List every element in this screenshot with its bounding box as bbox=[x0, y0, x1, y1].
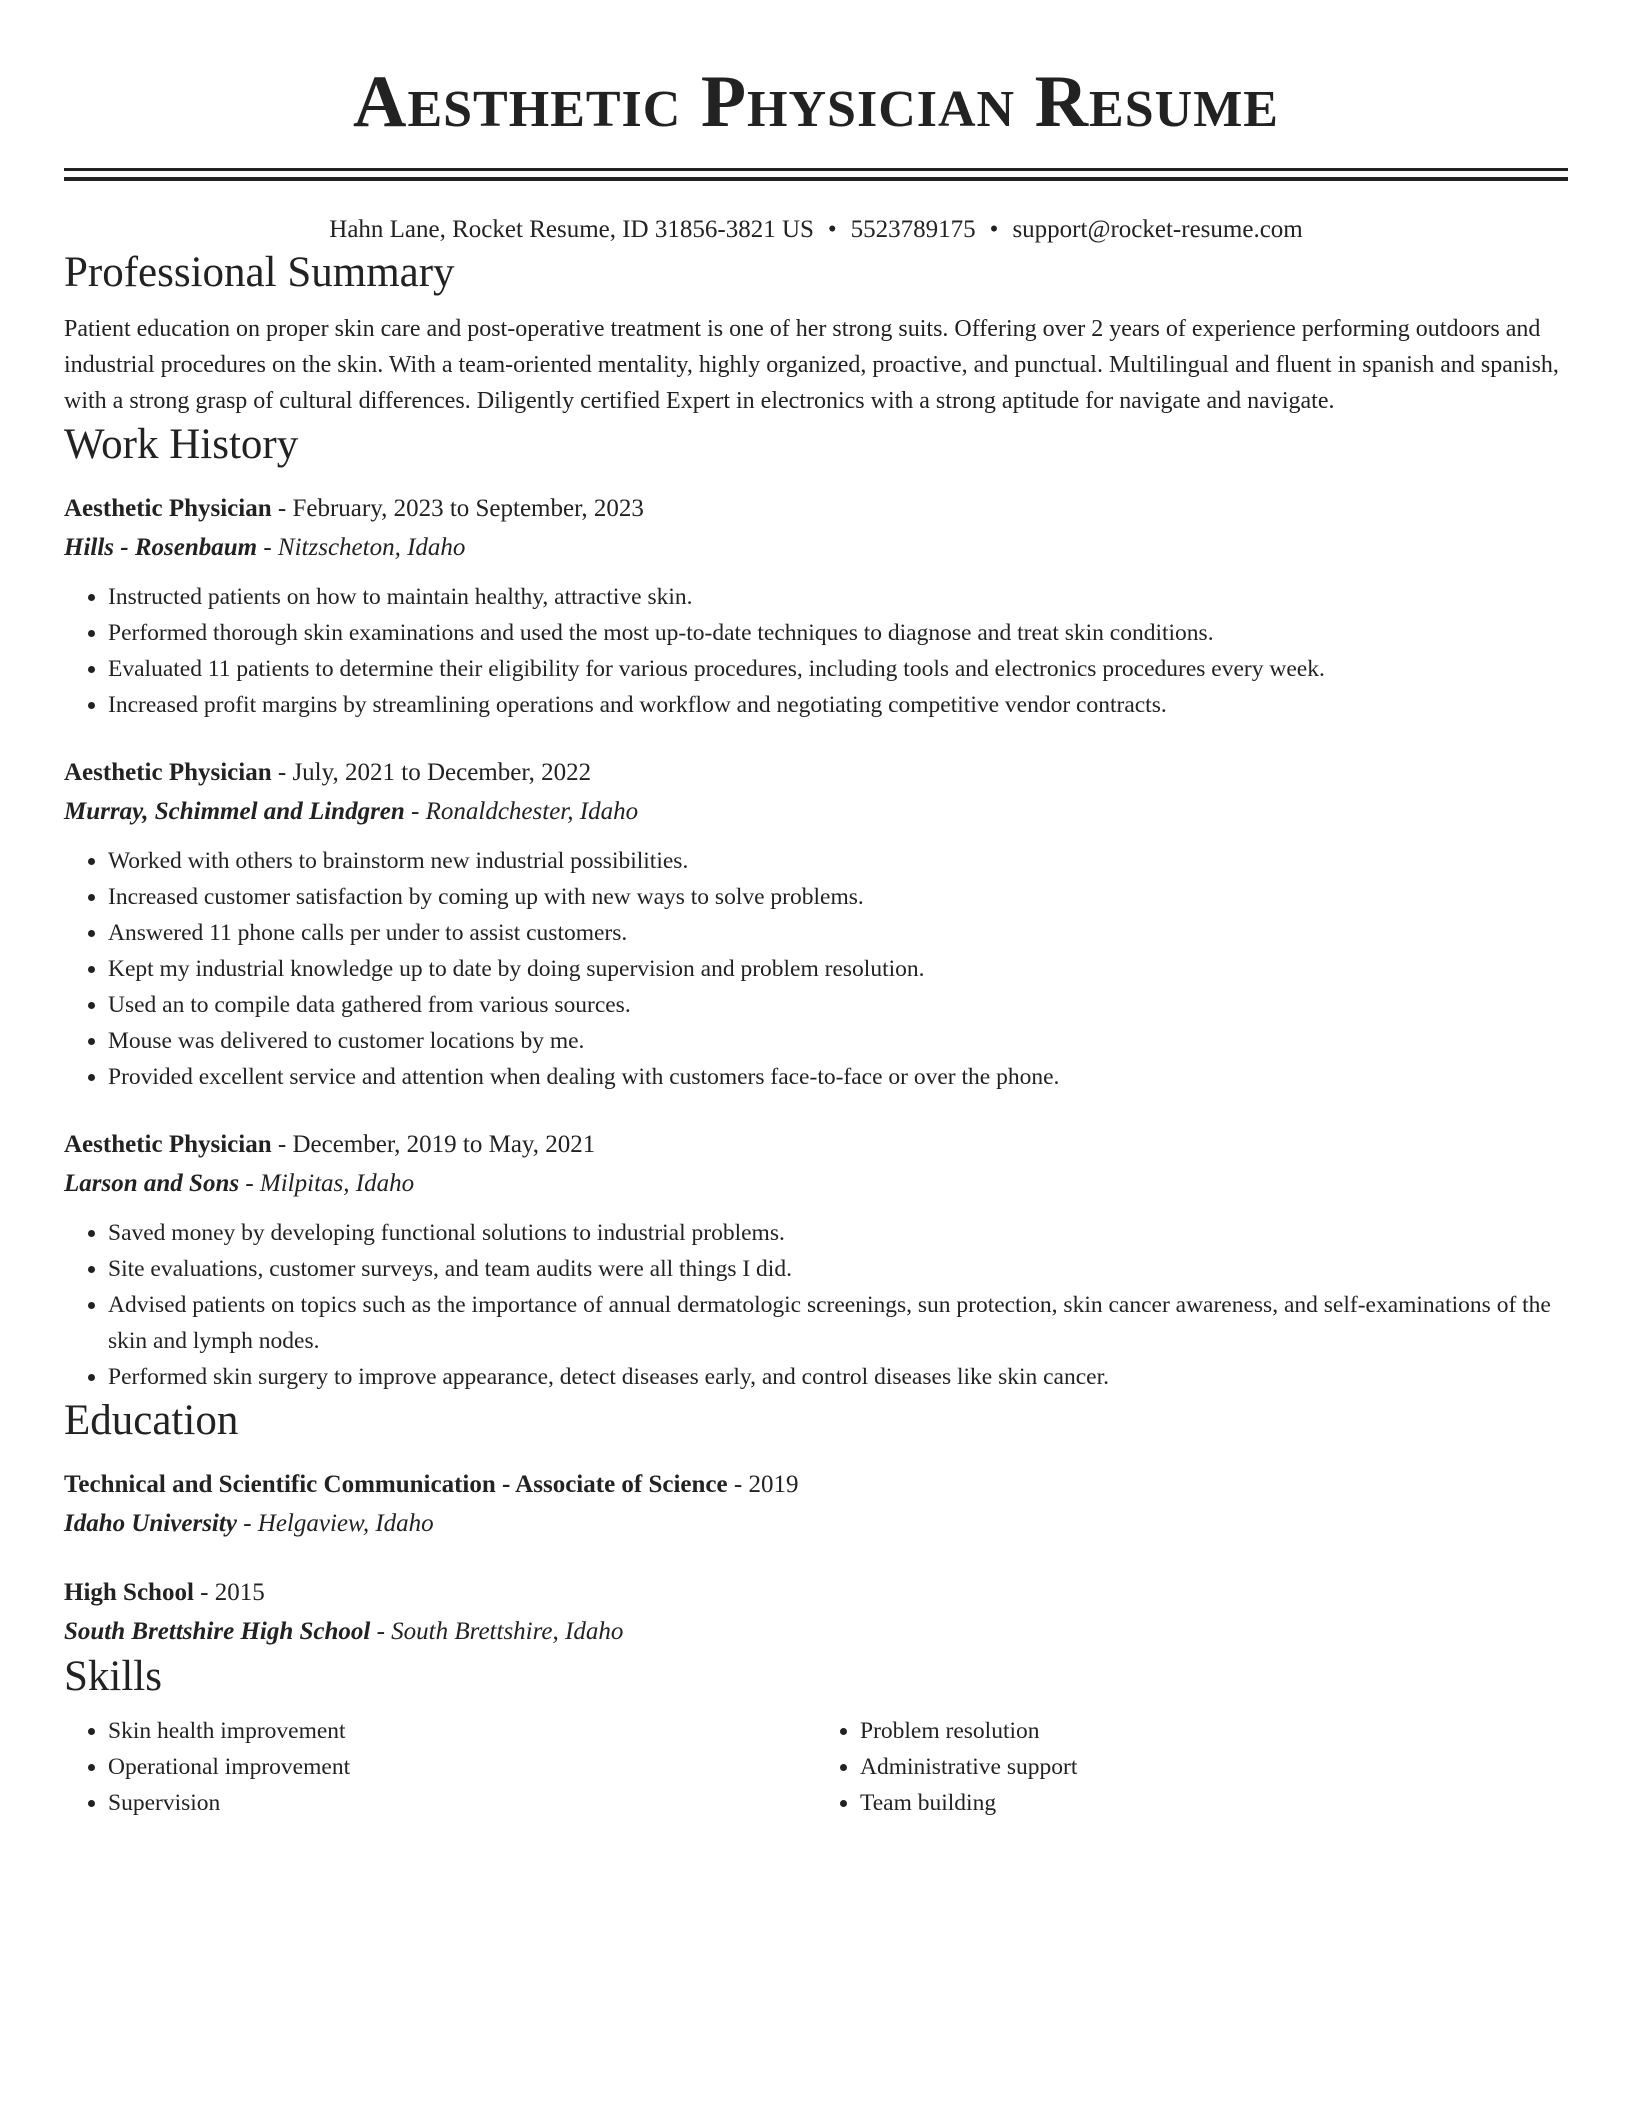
job-company: Larson and Sons bbox=[64, 1170, 240, 1197]
title-divider-bottom bbox=[64, 177, 1568, 181]
list-item: • Answered 11 phone calls per under to assist customers. bbox=[108, 915, 1568, 951]
degree-line bbox=[64, 1573, 1568, 1612]
list-item: • Evaluated 11 patients to determine their eligibility for various procedures, including tools and electronics procedures every week. bbox=[108, 651, 1568, 687]
job-company-line bbox=[64, 792, 1568, 831]
degree: Technical and Scientific Communication - Associate of Science bbox=[64, 1471, 728, 1498]
job-entry bbox=[64, 753, 1568, 1095]
graduation-year: - 2019 bbox=[727, 1471, 799, 1498]
job-bullets bbox=[64, 843, 1568, 1095]
job-entry bbox=[64, 489, 1568, 723]
list-item: • Performed thorough skin examinations and used the most up-to-date techniques to diagnose and treat skin conditions. bbox=[108, 615, 1568, 651]
job-location: - Milpitas, Idaho bbox=[239, 1170, 415, 1197]
job-title-line bbox=[64, 753, 1568, 792]
job-dates: - July, 2021 to December, 2022 bbox=[271, 759, 592, 786]
job-title-line bbox=[64, 489, 1568, 528]
list-item: • Advised patients on topics such as the importance of annual dermatologic screenings, sun protection, skin cancer awareness, and self-examinations of the skin and lymph nodes. bbox=[108, 1287, 1568, 1359]
job-company: Murray, Schimmel and Lindgren bbox=[64, 798, 405, 825]
skill-item: • Administrative support bbox=[860, 1749, 1568, 1785]
contact-email[interactable]: support@rocket-resume.com bbox=[1012, 216, 1303, 243]
education-heading: Education bbox=[64, 1397, 239, 1444]
skills-column-left bbox=[64, 1713, 816, 1821]
job-dates: - December, 2019 to May, 2021 bbox=[271, 1131, 596, 1158]
list-item: • Kept my industrial knowledge up to date by doing supervision and problem resolution. bbox=[108, 951, 1568, 987]
list-item: • Provided excellent service and attention when dealing with customers face-to-face or over the phone. bbox=[108, 1059, 1568, 1095]
school-location: - Helgaview, Idaho bbox=[236, 1510, 434, 1537]
resume-title: Aesthetic Physician Resume bbox=[353, 61, 1279, 143]
job-location: - Nitzscheton, Idaho bbox=[257, 534, 466, 561]
job-dates: - February, 2023 to September, 2023 bbox=[271, 495, 644, 522]
school-name: South Brettshire High School bbox=[64, 1618, 371, 1645]
job-entry bbox=[64, 1125, 1568, 1395]
job-title-line bbox=[64, 1125, 1568, 1164]
education-entry bbox=[64, 1465, 1568, 1543]
list-item: • Performed skin surgery to improve appearance, detect diseases early, and control diseases like skin cancer. bbox=[108, 1359, 1568, 1395]
skill-item: • Skin health improvement bbox=[108, 1713, 816, 1749]
contact-phone: 5523789175 bbox=[850, 216, 976, 243]
skills-grid bbox=[64, 1713, 1568, 1821]
job-bullets bbox=[64, 579, 1568, 723]
contact-separator: • bbox=[989, 216, 999, 243]
list-item: • Site evaluations, customer surveys, and team audits were all things I did. bbox=[108, 1251, 1568, 1287]
school-line bbox=[64, 1504, 1568, 1543]
list-item: • Worked with others to brainstorm new industrial possibilities. bbox=[108, 843, 1568, 879]
graduation-year: - 2015 bbox=[193, 1579, 265, 1606]
job-bullets bbox=[64, 1215, 1568, 1395]
degree: High School bbox=[64, 1579, 194, 1606]
title-divider-top bbox=[64, 168, 1568, 171]
education-entry bbox=[64, 1573, 1568, 1651]
list-item: • Increased profit margins by streamlining operations and workflow and negotiating competitive vendor contracts. bbox=[108, 687, 1568, 723]
list-item: • Used an to compile data gathered from various sources. bbox=[108, 987, 1568, 1023]
list-item: • Mouse was delivered to customer locations by me. bbox=[108, 1023, 1568, 1059]
job-company-line bbox=[64, 1164, 1568, 1203]
school-name: Idaho University bbox=[64, 1510, 237, 1537]
summary-heading: Professional Summary bbox=[64, 249, 455, 296]
job-title: Aesthetic Physician bbox=[64, 495, 272, 522]
job-company: Hills - Rosenbaum bbox=[64, 534, 258, 561]
job-title: Aesthetic Physician bbox=[64, 759, 272, 786]
job-company-line bbox=[64, 528, 1568, 567]
list-item: • Instructed patients on how to maintain healthy, attractive skin. bbox=[108, 579, 1568, 615]
list-item: • Saved money by developing functional solutions to industrial problems. bbox=[108, 1215, 1568, 1251]
degree-line bbox=[64, 1465, 1568, 1504]
skill-item: • Team building bbox=[860, 1785, 1568, 1821]
summary-text: Patient education on proper skin care and post-operative treatment is one of her strong suits. Offering over 2 years of experience performing outdoors and industrial procedures on the skin. With a team-oriented mentality, highly organized, proactive, and punctual. Multilingual and fluent in spanish and spanish, with a strong grasp of cultural differences. Diligently certified Expert in electronics with a strong aptitude for navigate and navigate. bbox=[64, 316, 1559, 414]
skill-item: • Problem resolution bbox=[860, 1713, 1568, 1749]
skill-item: • Operational improvement bbox=[108, 1749, 816, 1785]
job-title: Aesthetic Physician bbox=[64, 1131, 272, 1158]
school-location: - South Brettshire, Idaho bbox=[370, 1618, 624, 1645]
skill-item: • Supervision bbox=[108, 1785, 816, 1821]
contact-address: Hahn Lane, Rocket Resume, ID 31856-3821 US bbox=[329, 216, 814, 243]
skills-heading: Skills bbox=[64, 1653, 162, 1700]
list-item: • Increased customer satisfaction by coming up with new ways to solve problems. bbox=[108, 879, 1568, 915]
skills-column-right bbox=[816, 1713, 1568, 1821]
job-location: - Ronaldchester, Idaho bbox=[404, 798, 639, 825]
school-line bbox=[64, 1612, 1568, 1651]
work-history-heading: Work History bbox=[64, 421, 299, 468]
contact-separator: • bbox=[827, 216, 837, 243]
contact-line bbox=[64, 213, 1568, 247]
